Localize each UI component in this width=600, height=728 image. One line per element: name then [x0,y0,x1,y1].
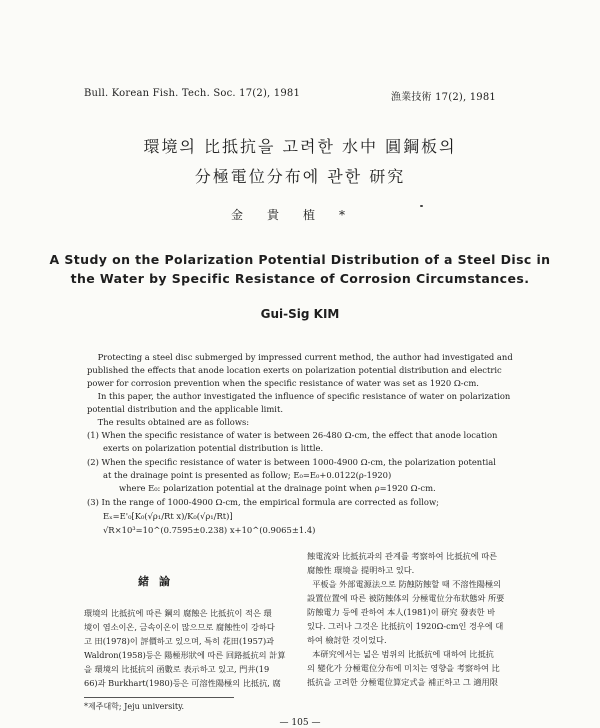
body-line: 하여 檢討한 것이었다. [307,635,387,645]
abstract-line: (1) When the specific resistance of water is between 26-480 Ω-cm, the effect that anode location [87,430,498,440]
abstract-line: (3) In the range of 1000-4900 Ω-cm, the empirical formula are corrected as follow; [87,497,439,507]
abstract-line: In this paper, the author investigated the influence of specific resistance of water on polarization [87,391,511,401]
korean-title-line-1: 環境의 比抵抗을 고려한 水中 圓鋼板의 [143,137,457,156]
english-author: Gui-Sig KIM [260,307,340,321]
body-line: 腐蝕性 環境을 提明하고 있다. [307,565,415,575]
body-line: 環境의 比抵抗에 따른 鋼의 腐蝕은 比抵抗이 적은 環 [84,608,272,618]
abstract-line: exerts on polarization potential distribution is little. [87,443,324,453]
abstract-line: Protecting a steel disc submerged by impressed current method, the author had investigated and [87,352,513,362]
body-line: Waldron(1958)등은 陽極形狀에 따른 回路抵抗의 計算 [84,650,286,660]
body-line: 고 田(1978)이 評價하고 있으며, 특히 花田(1957)과 [84,636,275,646]
body-line: 있다. 그러나 그것은 比抵抗이 1920Ω-cm인 경우에 대 [307,621,504,631]
footnote: *제주대학; Jeju university. [84,702,185,711]
abstract-line: published the effects that anode location exerts on polarization potential distribution and electric [87,365,502,375]
abstract-line: where E₀: polarization potential at the drainage point when ρ=1920 Ω-cm. [87,483,436,493]
body-line: 蝕電流와 比抵抗과의 관계를 考察하여 比抵抗에 따른 [307,551,498,561]
abstract-line: The results obtained are as follows: [87,417,250,427]
english-title-line-2: the Water by Specific Resistance of Corrosion Circumstances. [70,271,530,286]
page-number: — 105 — [279,718,321,728]
abstract-line: at the drainage point is presented as follow; E₀=E₀+0.0122(ρ-1920) [87,470,392,480]
abstract-line: potential distribution and the applicable limit. [87,404,283,414]
body-line: 防蝕電力 등에 관하여 本人(1981)이 研究 發表한 바 [307,607,495,617]
body-line: 66)과 Burkhart(1980)등은 可溶性陽極의 比抵抗, 腐 [84,678,281,688]
korean-author: 金貴植* [230,208,369,222]
footnote-rule [84,697,234,698]
speck-mark [420,205,423,207]
abstract-line: power for corrosion prevention when the specific resistance of water was set as 1920 Ω-cm. [87,378,479,388]
section-heading: 緒論 [138,575,180,588]
english-title-line-1: A Study on the Polarization Potential Distribution of a Steel Disc in [49,252,551,267]
korean-title-line-2: 分極電位分布에 관한 研究 [194,167,406,186]
body-line: 平板을 外部電源法으로 防蝕防蝕할 때 不溶性陽極의 [307,579,502,589]
body-line: 設置位置에 따른 被防蝕体의 分極電位分布狀態와 所要 [307,593,505,603]
body-line: 을 環境의 比抵抗의 函數로 表示하고 있고, 門井(19 [84,664,270,674]
journal-citation-left: Bull. Korean Fish. Tech. Soc. 17(2), 1981 [84,88,301,99]
journal-citation-right: 漁業技術 17(2), 1981 [390,92,496,103]
body-line: 抵抗을 고려한 分極電位算定式을 補正하고 그 適用限 [307,677,498,687]
body-line: 境이 염소이온, 금속이온이 많으므로 腐蝕性이 강하다 [84,622,275,632]
equation-line: Eₓ=E'₀[K₀(√ρ₁/Rt x)/K₀(√ρ₁/Rt)] [87,511,233,521]
body-line: 本研究에서는 넓은 범위의 比抵抗에 대하여 比抵抗 [307,649,494,659]
equation-line: √R×10³=10^(0.7595±0.238) x+10^(0.9065±1.4) [87,525,316,535]
body-line: 의 變化가 分極電位分布에 미치는 영향을 考察하여 比 [307,663,500,673]
abstract-line: (2) When the specific resistance of water is between 1000-4900 Ω-cm, the polarization potential [87,457,496,467]
